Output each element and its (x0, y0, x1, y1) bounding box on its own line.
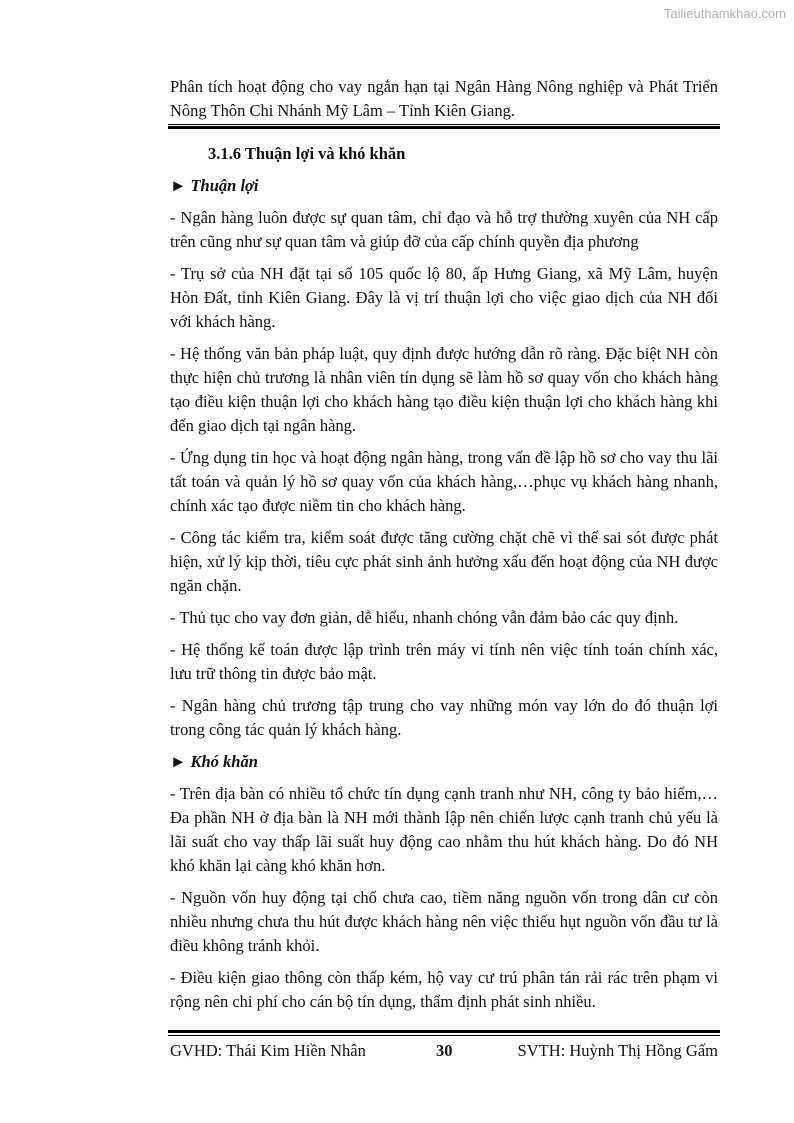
difficulty-paragraph: - Điều kiện giao thông còn thấp kém, hộ vay cư trú phân tán rải rác trên phạm vi rộng nên chi phí cho cán bộ tín dụng, thẩm định phát sinh nhiều. (170, 968, 718, 1011)
advantages-heading (170, 174, 718, 198)
page-footer (170, 1039, 718, 1063)
advantage-paragraph: - Ngân hàng luôn được sự quan tâm, chỉ đạo và hỗ trợ thường xuyên của NH cấp trên cũng như sự quan tâm và giúp đỡ của cấp chính quyền địa phương (170, 208, 718, 251)
header-title: Phân tích hoạt động cho vay ngắn hạn tại Ngân Hàng Nông nghiệp và Phát Triển Nông Thôn Chi Nhánh Mỹ Lâm – Tỉnh Kiên Giang. (170, 77, 718, 120)
page-content (170, 142, 718, 1022)
advantage-paragraph: - Thủ tục cho vay đơn giản, dễ hiểu, nhanh chóng vẫn đảm bảo các quy định. (170, 608, 679, 627)
watermark: Tailieuthamkhao.com (663, 6, 786, 21)
section-title: 3.1.6 Thuận lợi và khó khăn (208, 144, 406, 163)
advantage-paragraph: - Công tác kiểm tra, kiểm soát được tăng cường chặt chẽ vì thế sai sót được phát hiện, xử lý kịp thời, tiêu cực phát sinh ảnh hưởng xấu đến hoạt động của NH được ngăn chặn. (170, 528, 718, 595)
footer-rule-thick (168, 1030, 720, 1033)
arrow-right-icon: ► (170, 752, 187, 771)
difficulties-heading (170, 750, 718, 774)
page-number: 30 (436, 1041, 453, 1060)
footer-advisor: GVHD: Thái Kim Hiền Nhân (170, 1041, 366, 1060)
arrow-right-icon: ► (170, 176, 187, 195)
footer-student: SVTH: Huỳnh Thị Hồng Gấm (517, 1041, 718, 1060)
advantage-paragraph: - Hệ thống văn bản pháp luật, quy định được hướng dẫn rõ ràng. Đặc biệt NH còn thực hiện chủ trương là nhân viên tín dụng sẽ làm hồ sơ quay vốn cho khách hàng tạo điều kiện thuận lợi cho khách hàng tạo điều kiện thuận lợi cho khách hàng khi đến giao dịch tại ngân hàng. (170, 344, 718, 435)
advantage-paragraph: - Hệ thống kế toán được lập trình trên máy vi tính nên việc tính toán chính xác, lưu trữ thông tin được bảo mật. (170, 640, 718, 683)
advantage-paragraph: - Ngân hàng chủ trương tập trung cho vay những món vay lớn do đó thuận lợi trong công tác quản lý khách hàng. (170, 696, 718, 739)
advantage-paragraph: - Trụ sở của NH đặt tại số 105 quốc lộ 80, ấp Hưng Giang, xã Mỹ Lâm, huyện Hòn Đất, tỉnh Kiên Giang. Đây là vị trí thuận lợi cho việc giao dịch của NH đối với khách hàng. (170, 264, 718, 331)
difficulties-list (170, 782, 718, 1014)
header-rule-thin (168, 124, 720, 125)
difficulties-heading-label: Khó khăn (190, 752, 258, 771)
page-header (170, 75, 718, 123)
footer-rule-thin (168, 1035, 720, 1036)
header-rule-thick (168, 126, 720, 129)
advantage-paragraph: - Ứng dụng tin học và hoạt động ngân hàng, trong vấn đề lập hồ sơ cho vay thu lãi tất toán và quản lý hồ sơ quay vốn của khách hàng,…phục vụ khách hàng nhanh, chính xác tạo được niềm tin cho khách hàng. (170, 448, 718, 515)
advantages-heading-label: Thuận lợi (190, 176, 259, 195)
difficulty-paragraph: - Nguồn vốn huy động tại chổ chưa cao, tiềm năng nguồn vốn trong dân cư còn nhiều nhưng chưa thu hút được khách hàng nên việc thiếu hụt nguồn vốn đầu tư là điều không tránh khỏi. (170, 888, 718, 955)
advantages-list (170, 206, 718, 742)
difficulty-paragraph: - Trên địa bàn có nhiều tổ chức tín dụng cạnh tranh như NH, công ty bảo hiểm,…Đa phần NH ở địa bàn là NH mới thành lập nên chiến lược cạnh tranh chủ yếu là lãi suất cho vay thấp lãi suất huy động cao nhằm thu hút khách hàng. Do đó NH khó khăn lại càng khó khăn hơn. (170, 784, 718, 875)
